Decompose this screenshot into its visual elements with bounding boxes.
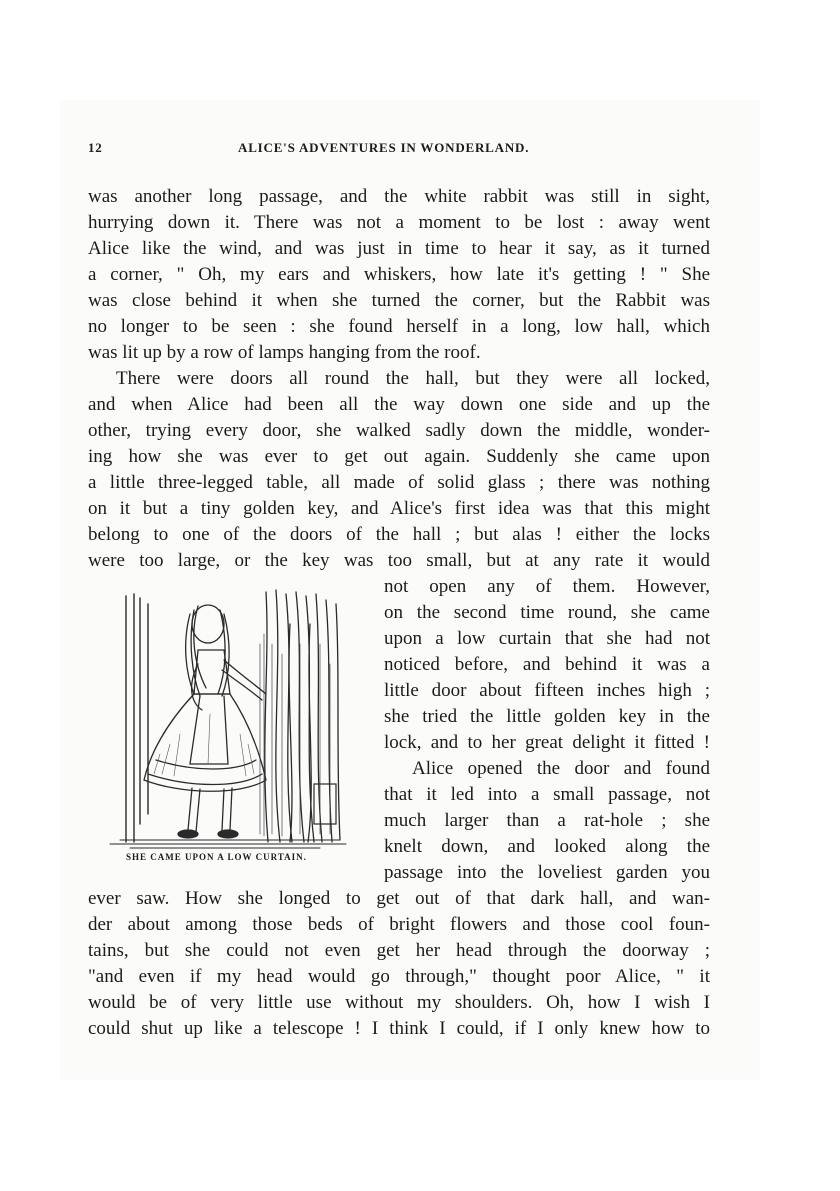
text-line: other, trying every door, she walked sadly down the middle, wonder- — [88, 420, 710, 441]
text-line: little door about fifteen inches high ; — [384, 680, 710, 701]
alice-figure — [144, 605, 266, 838]
text-line: knelt down, and looked along the — [384, 836, 710, 857]
text-line: "and even if my head would go through," thought poor Alice, " it — [88, 966, 710, 987]
text-line: noticed before, and behind it was a — [384, 654, 710, 675]
text-line: belong to one of the doors of the hall ; but alas ! either the locks — [88, 524, 710, 545]
little-door — [314, 784, 336, 824]
text-line: no longer to be seen : she found herself in a long, low hall, which — [88, 316, 710, 337]
illustration-alice-curtain — [90, 584, 366, 852]
text-line: were too large, or the key was too small, but at any rate it would — [88, 550, 710, 571]
text-line: and when Alice had been all the way down one side and up the — [88, 394, 710, 415]
running-title: ALICE'S ADVENTURES IN WONDERLAND. — [238, 140, 530, 155]
text-line: could shut up like a telescope ! I think I could, if I only knew how to — [88, 1018, 710, 1039]
text-line: not open any of them. However, — [384, 576, 710, 597]
text-line: There were doors all round the hall, but they were all locked, — [116, 368, 710, 389]
illustration-caption: SHE CAME UPON A LOW CURTAIN. — [126, 852, 307, 862]
text-line: ever saw. How she longed to get out of that dark hall, and wan- — [88, 888, 710, 909]
text-line: was another long passage, and the white rabbit was still in sight, — [88, 186, 710, 207]
curtain-folds — [265, 590, 340, 842]
text-line: on the second time round, she came — [384, 602, 710, 623]
floor-hatching — [110, 840, 346, 848]
text-line: a corner, " Oh, my ears and whiskers, how late it's getting ! " She — [88, 264, 710, 285]
text-line: der about among those beds of bright flowers and those cool foun- — [88, 914, 710, 935]
text-line: was close behind it when she turned the corner, but the Rabbit was — [88, 290, 710, 311]
text-line: ing how she was ever to get out again. Suddenly she came upon — [88, 446, 710, 467]
text-line: lock, and to her great delight it fitted ! — [384, 732, 710, 753]
text-line: was lit up by a row of lamps hanging from the roof. — [88, 342, 481, 363]
text-line: tains, but she could not even get her head through the doorway ; — [88, 940, 710, 961]
text-line: hurrying down it. There was not a moment to be lost : away went — [88, 212, 710, 233]
text-line: Alice opened the door and found — [412, 758, 710, 779]
text-line: passage into the loveliest garden you — [384, 862, 710, 883]
page-number: 12 — [88, 140, 103, 155]
text-line: on it but a tiny golden key, and Alice's first idea was that this might — [88, 498, 710, 519]
page-header — [88, 140, 710, 162]
text-line: a little three-legged table, all made of solid glass ; there was nothing — [88, 472, 710, 493]
text-line: would be of very little use without my shoulders. Oh, how I wish I — [88, 992, 710, 1013]
text-line: Alice like the wind, and was just in time to hear it say, as it turned — [88, 238, 710, 259]
text-line: much larger than a rat-hole ; she — [384, 810, 710, 831]
text-line: upon a low curtain that she had not — [384, 628, 710, 649]
text-line: she tried the little golden key in the — [384, 706, 710, 727]
text-line: that it led into a small passage, not — [384, 784, 710, 805]
wall-lines — [126, 594, 148, 842]
